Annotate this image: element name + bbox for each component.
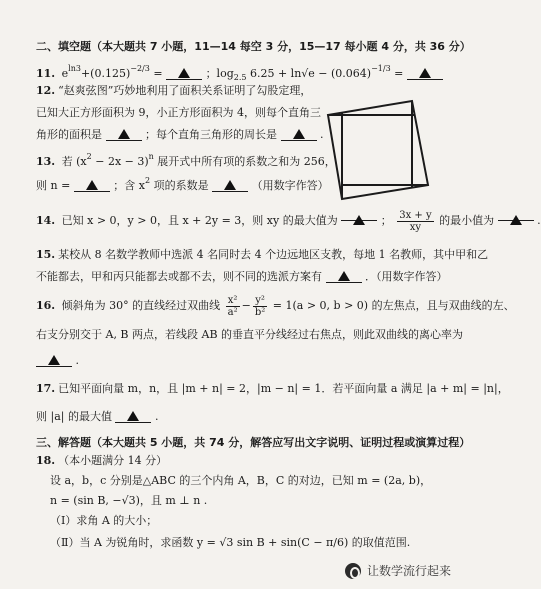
q13-sup-2: 2: [145, 176, 151, 185]
q13-text-e: ；含 x: [113, 179, 145, 192]
q17-text-b: .: [154, 410, 159, 423]
answer-blank: [341, 208, 377, 221]
blank-triangle-icon: [293, 129, 305, 139]
answer-blank: [106, 128, 142, 141]
q16-text-c: .: [75, 354, 79, 367]
question-18-line-2: n = (sin B, −√3)，且 m ⊥ n .: [50, 494, 208, 507]
q16-fraction-x: [226, 295, 240, 318]
answer-blank: [281, 128, 317, 141]
question-number: 13.: [36, 155, 56, 168]
q16-fraction-y: [253, 295, 267, 318]
question-14: [36, 208, 541, 234]
question-16-line-2: 右支分别交于 A, B 两点，若线段 AB 的垂直平分线经过右焦点，则此双曲线的离心率为: [36, 328, 464, 341]
q16-minus: −: [241, 299, 251, 312]
section-2-header: 二、填空题（本大题共 7 小题，11—14 每空 3 分，15—17 每小题 4 分，共 36 分）: [36, 40, 471, 53]
question-18-part-2: （Ⅱ）当 A 为锐角时，求函数 y = √3 sin B + sin(C − π/6) 的取值范围.: [50, 536, 411, 549]
wechat-logo-icon: [345, 563, 361, 579]
answer-blank: [74, 179, 110, 192]
fraction-denominator: a²: [227, 306, 238, 318]
fraction-numerator: x²: [226, 295, 240, 307]
question-12-line-2: 已知大正方形面积为 9，小正方形面积为 4，则每个直角三: [36, 106, 321, 119]
blank-triangle-icon: [224, 180, 236, 190]
question-17-line-1: [36, 382, 509, 396]
blank-triangle-icon: [338, 271, 350, 281]
blank-triangle-icon: [419, 68, 431, 78]
q11-term-0125: +(0.125): [80, 67, 131, 80]
q14-text-d: .: [537, 214, 541, 227]
answer-blank: [407, 67, 443, 80]
question-15-line-2: [36, 270, 461, 284]
q17-text: 已知平面向量 m，n，且 |m + n| = 2，|m − n| = 1．若平面向量 a 满足 |a + m| = |n|，: [58, 382, 509, 395]
fraction-numerator: y²: [253, 295, 267, 307]
q13-sup: 2: [86, 152, 92, 161]
question-number: 12.: [36, 84, 56, 97]
q18-score: （本小题满分 14 分）: [58, 454, 168, 467]
question-13-line-2: [36, 174, 461, 193]
question-number: 14.: [36, 214, 56, 227]
blank-triangle-icon: [178, 68, 190, 78]
answer-blank: [498, 208, 534, 221]
question-16-line-1: [36, 292, 515, 320]
question-number: 15.: [36, 248, 56, 261]
fraction-denominator: xy: [409, 221, 422, 233]
q14-text-c: 的最小值为: [439, 214, 495, 227]
q16-text-a: 倾斜角为 30° 的直线经过双曲线: [61, 299, 221, 312]
q11-expr2: 6.25 + ln√e − (0.064): [249, 67, 372, 80]
q13-sup-n: n: [148, 152, 154, 161]
q14-fraction: [397, 210, 433, 233]
q15-text-a: 不能都去，甲和丙只能都去或都不去，则不同的选派方案有: [36, 270, 322, 283]
q11-log-base: 2.5: [233, 73, 247, 82]
watermark: [345, 562, 451, 579]
q13-text-d: 则 n =: [36, 179, 71, 192]
blank-triangle-icon: [353, 215, 365, 225]
q12-text-b: ；每个直角三角形的周长是: [145, 128, 277, 141]
question-18-line-1: 设 a，b，c 分别是△ABC 的三个内角 A，B，C 的对边，已知 m = (2a, b)，: [50, 474, 432, 487]
fraction-denominator: b²: [254, 306, 266, 318]
q11-term-e: e: [61, 67, 69, 80]
answer-blank: [212, 179, 248, 192]
blank-triangle-icon: [118, 129, 130, 139]
q11-equals-2: =: [394, 67, 404, 80]
question-number: 17.: [36, 382, 56, 395]
q11-log: ；log: [205, 67, 234, 80]
section-3-header: 三、解答题（本大题共 5 小题，共 74 分，解答应写出文字说明、证明过程或演算过程）: [36, 436, 471, 449]
question-11: [36, 62, 461, 85]
q14-text-b: ；: [380, 214, 392, 227]
question-18-header: [36, 454, 461, 468]
watermark-text: 让数学流行起来: [366, 564, 451, 578]
blank-triangle-icon: [127, 411, 139, 421]
q15-text: 某校从 8 名数学教师中选派 4 名同时去 4 个边远地区支教，每地 1 名教师，其中甲和乙: [58, 248, 489, 261]
q12-text: “赵爽弦图”巧妙地利用了面积关系证明了勾股定理，: [58, 84, 312, 97]
question-15-line-1: [36, 248, 489, 262]
answer-blank: [36, 354, 72, 367]
q13-text-c: 展开式中所有项的系数之和为 256，: [153, 155, 336, 168]
q16-text-b: = 1(a > 0, b > 0) 的左焦点，且与双曲线的左、: [272, 299, 515, 312]
question-13-line-1: [36, 150, 461, 169]
question-17-line-2: [36, 410, 461, 424]
q11-exp-ln3: ln3: [68, 64, 81, 73]
q11-exp-neg13: −1/3: [371, 64, 391, 73]
q12-text-c: .: [320, 128, 324, 141]
blank-triangle-icon: [510, 215, 522, 225]
q13-text-b: − 2x − 3): [91, 155, 149, 168]
q13-text-a: 若 (x: [61, 155, 87, 168]
q11-equals: =: [153, 67, 163, 80]
blank-triangle-icon: [86, 180, 98, 190]
q17-text-a: 则 |a| 的最大值: [36, 410, 112, 423]
answer-blank: [115, 410, 151, 423]
fraction-numerator: 3x + y: [399, 209, 432, 221]
answer-blank: [166, 67, 202, 80]
q12-text-a: 角形的面积是: [36, 128, 102, 141]
q13-text-f: 项的系数是: [150, 179, 209, 192]
blank-triangle-icon: [48, 355, 60, 365]
question-16-line-3: [36, 354, 461, 368]
question-number: 18.: [36, 454, 56, 467]
q15-text-b: ．（用数字作答）: [365, 270, 448, 283]
q11-exp-neg23: −2/3: [130, 64, 150, 73]
question-number: 11.: [36, 67, 56, 80]
question-number: 16.: [36, 299, 56, 312]
q14-text-a: 已知 x > 0，y > 0，且 x + 2y = 3，则 xy 的最大值为: [61, 214, 338, 227]
answer-blank: [326, 270, 362, 283]
question-18-part-1: （Ⅰ）求角 A 的大小；: [50, 514, 158, 527]
q13-text-g: （用数字作答）: [251, 179, 329, 192]
